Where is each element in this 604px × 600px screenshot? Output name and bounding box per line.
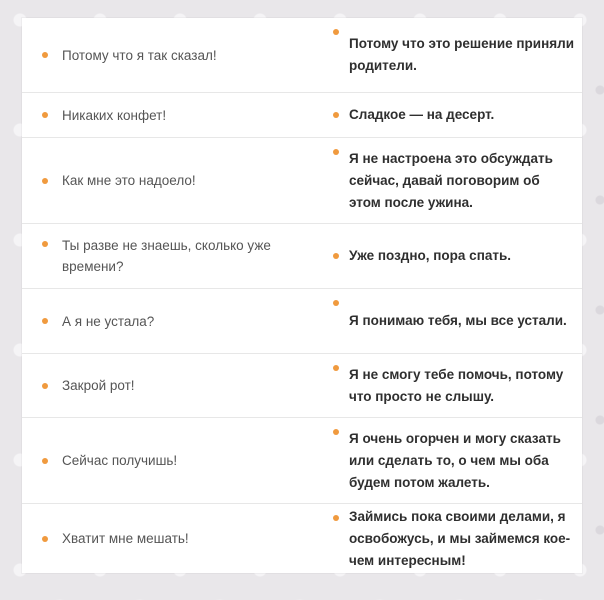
bullet-dot-icon <box>42 458 48 464</box>
better-phrase: Я очень огорчен и могу сказать или сделать то, о чем мы оба будем потом жалеть. <box>349 430 561 490</box>
bullet-dot-icon <box>42 178 48 184</box>
phrases-table <box>22 18 582 573</box>
right-cell <box>330 224 582 288</box>
right-cell <box>330 18 582 92</box>
table-row <box>22 289 582 354</box>
bullet-dot-icon <box>42 383 48 389</box>
bullet-dot-icon <box>333 300 339 306</box>
bullet-dot-icon <box>333 515 339 521</box>
bullet-dot-icon <box>333 253 339 259</box>
bullet-dot-icon <box>42 112 48 118</box>
wrong-phrase: Хватит мне мешать! <box>62 531 189 546</box>
wrong-phrase: Закрой рот! <box>62 378 135 393</box>
right-cell <box>330 418 582 503</box>
bullet-dot-icon <box>333 112 339 118</box>
better-phrase: Я не настроена это обсуждать сейчас, давай поговорим об этом после ужина. <box>349 150 553 210</box>
better-phrase: Я не смогу тебе помочь, потому что просто не слышу. <box>349 366 564 404</box>
left-cell <box>22 224 330 288</box>
right-cell <box>330 289 582 353</box>
bullet-dot-icon <box>42 241 48 247</box>
bullet-dot-icon <box>333 149 339 155</box>
table-row <box>22 18 582 93</box>
wrong-phrase: Как мне это надоело! <box>62 173 196 188</box>
wrong-phrase: Никаких конфет! <box>62 107 167 123</box>
wrong-phrase: Ты разве не знаешь, сколько уже времени? <box>62 238 271 274</box>
table-row <box>22 354 582 418</box>
better-phrase: Потому что это решение приняли родители. <box>349 36 574 73</box>
left-cell <box>22 354 330 417</box>
bullet-dot-icon <box>333 29 339 35</box>
right-cell <box>330 354 582 417</box>
left-cell <box>22 289 330 353</box>
wrong-phrase: Сейчас получишь! <box>62 453 178 468</box>
better-phrase: Уже поздно, пора спать. <box>349 248 512 263</box>
left-cell <box>22 93 330 137</box>
left-cell <box>22 504 330 573</box>
table-row <box>22 138 582 224</box>
bullet-dot-icon <box>42 318 48 324</box>
bullet-dot-icon <box>42 52 48 58</box>
left-cell <box>22 18 330 92</box>
right-cell <box>330 504 582 573</box>
better-phrase: Сладкое — на десерт. <box>349 107 495 122</box>
left-cell <box>22 138 330 223</box>
bullet-dot-icon <box>42 536 48 542</box>
bullet-dot-icon <box>333 429 339 435</box>
table-row <box>22 418 582 504</box>
wrong-phrase: А я не устала? <box>62 313 155 329</box>
bullet-dot-icon <box>333 365 339 371</box>
better-phrase: Я понимаю тебя, мы все устали. <box>349 313 567 328</box>
wrong-phrase: Потому что я так сказал! <box>62 47 217 63</box>
right-cell <box>330 93 582 137</box>
table-row <box>22 504 582 573</box>
table-row <box>22 93 582 138</box>
left-cell <box>22 418 330 503</box>
right-cell <box>330 138 582 223</box>
table-row <box>22 224 582 289</box>
better-phrase: Займись пока своими делами, я освобожусь, и мы займемся кое-чем интересным! <box>349 508 571 568</box>
